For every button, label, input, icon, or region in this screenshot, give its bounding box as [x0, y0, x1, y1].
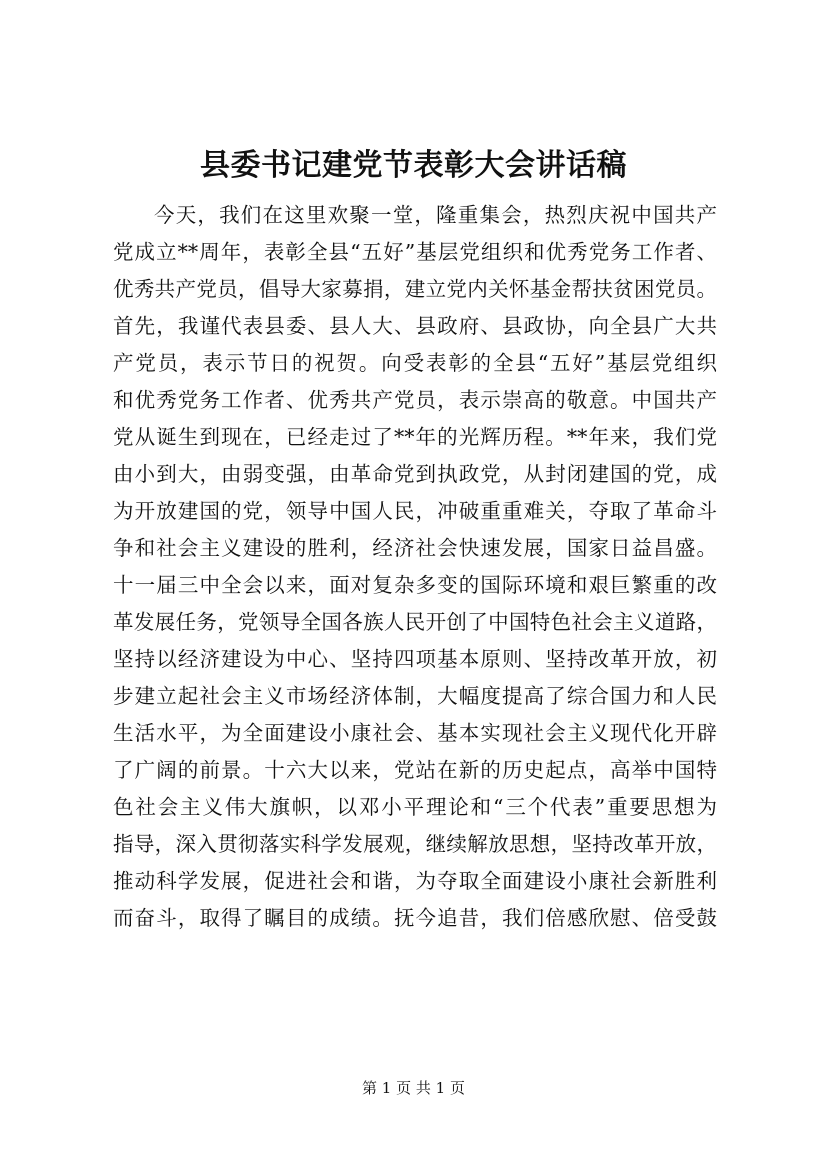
document-title: 县委书记建党节表彰大会讲话稿: [200, 148, 627, 183]
body-line: 十一届三中全会以来，面对复杂多变的国际环境和艰巨繁重的改: [113, 573, 717, 597]
body-line: 生活水平，为全面建设小康社会、基本实现社会主义现代化开辟: [113, 721, 717, 745]
body-line: 推动科学发展，促进社会和谐，为夺取全面建设小康社会新胜利: [113, 869, 717, 893]
body-line: 而奋斗，取得了瞩目的成绩。抚今追昔，我们倍感欣慰、倍受鼓: [113, 906, 717, 930]
body-line: 革发展任务，党领导全国各族人民开创了中国特色社会主义道路，: [113, 610, 717, 634]
body-line: 色社会主义伟大旗帜，以邓小平理论和“三个代表”重要思想为: [113, 795, 717, 819]
body-line: 由小到大，由弱变强，由革命党到执政党，从封闭建国的党，成: [113, 462, 717, 486]
body-line: 步建立起社会主义市场经济体制，大幅度提高了综合国力和人民: [113, 684, 717, 708]
body-line: 党从诞生到现在，已经走过了**年的光辉历程。**年来，我们党: [113, 425, 717, 449]
document-body: [113, 197, 717, 937]
body-line: 和优秀党务工作者、优秀共产党员，表示崇高的敬意。中国共产: [113, 388, 717, 412]
body-line: 首先，我谨代表县委、县人大、县政府、县政协，向全县广大共: [113, 314, 717, 338]
body-line: 坚持以经济建设为中心、坚持四项基本原则、坚持改革开放，初: [113, 647, 717, 671]
body-line: 党成立**周年，表彰全县“五好”基层党组织和优秀党务工作者、: [113, 240, 717, 264]
body-line: 产党员，表示节日的祝贺。向受表彰的全县“五好”基层党组织: [113, 351, 717, 375]
page-number-footer: 第 1 页 共 1 页: [362, 1079, 465, 1097]
body-line: 优秀共产党员，倡导大家募捐，建立党内关怀基金帮扶贫困党员。: [113, 277, 717, 301]
body-line: 今天，我们在这里欢聚一堂，隆重集会，热烈庆祝中国共产: [154, 203, 717, 227]
body-line: 为开放建国的党，领导中国人民，冲破重重难关，夺取了革命斗: [113, 499, 717, 523]
body-line: 了广阔的前景。十六大以来，党站在新的历史起点，高举中国特: [113, 758, 717, 782]
body-line: 指导，深入贯彻落实科学发展观，继续解放思想，坚持改革开放，: [113, 832, 717, 856]
body-line: 争和社会主义建设的胜利，经济社会快速发展，国家日益昌盛。: [113, 536, 717, 560]
